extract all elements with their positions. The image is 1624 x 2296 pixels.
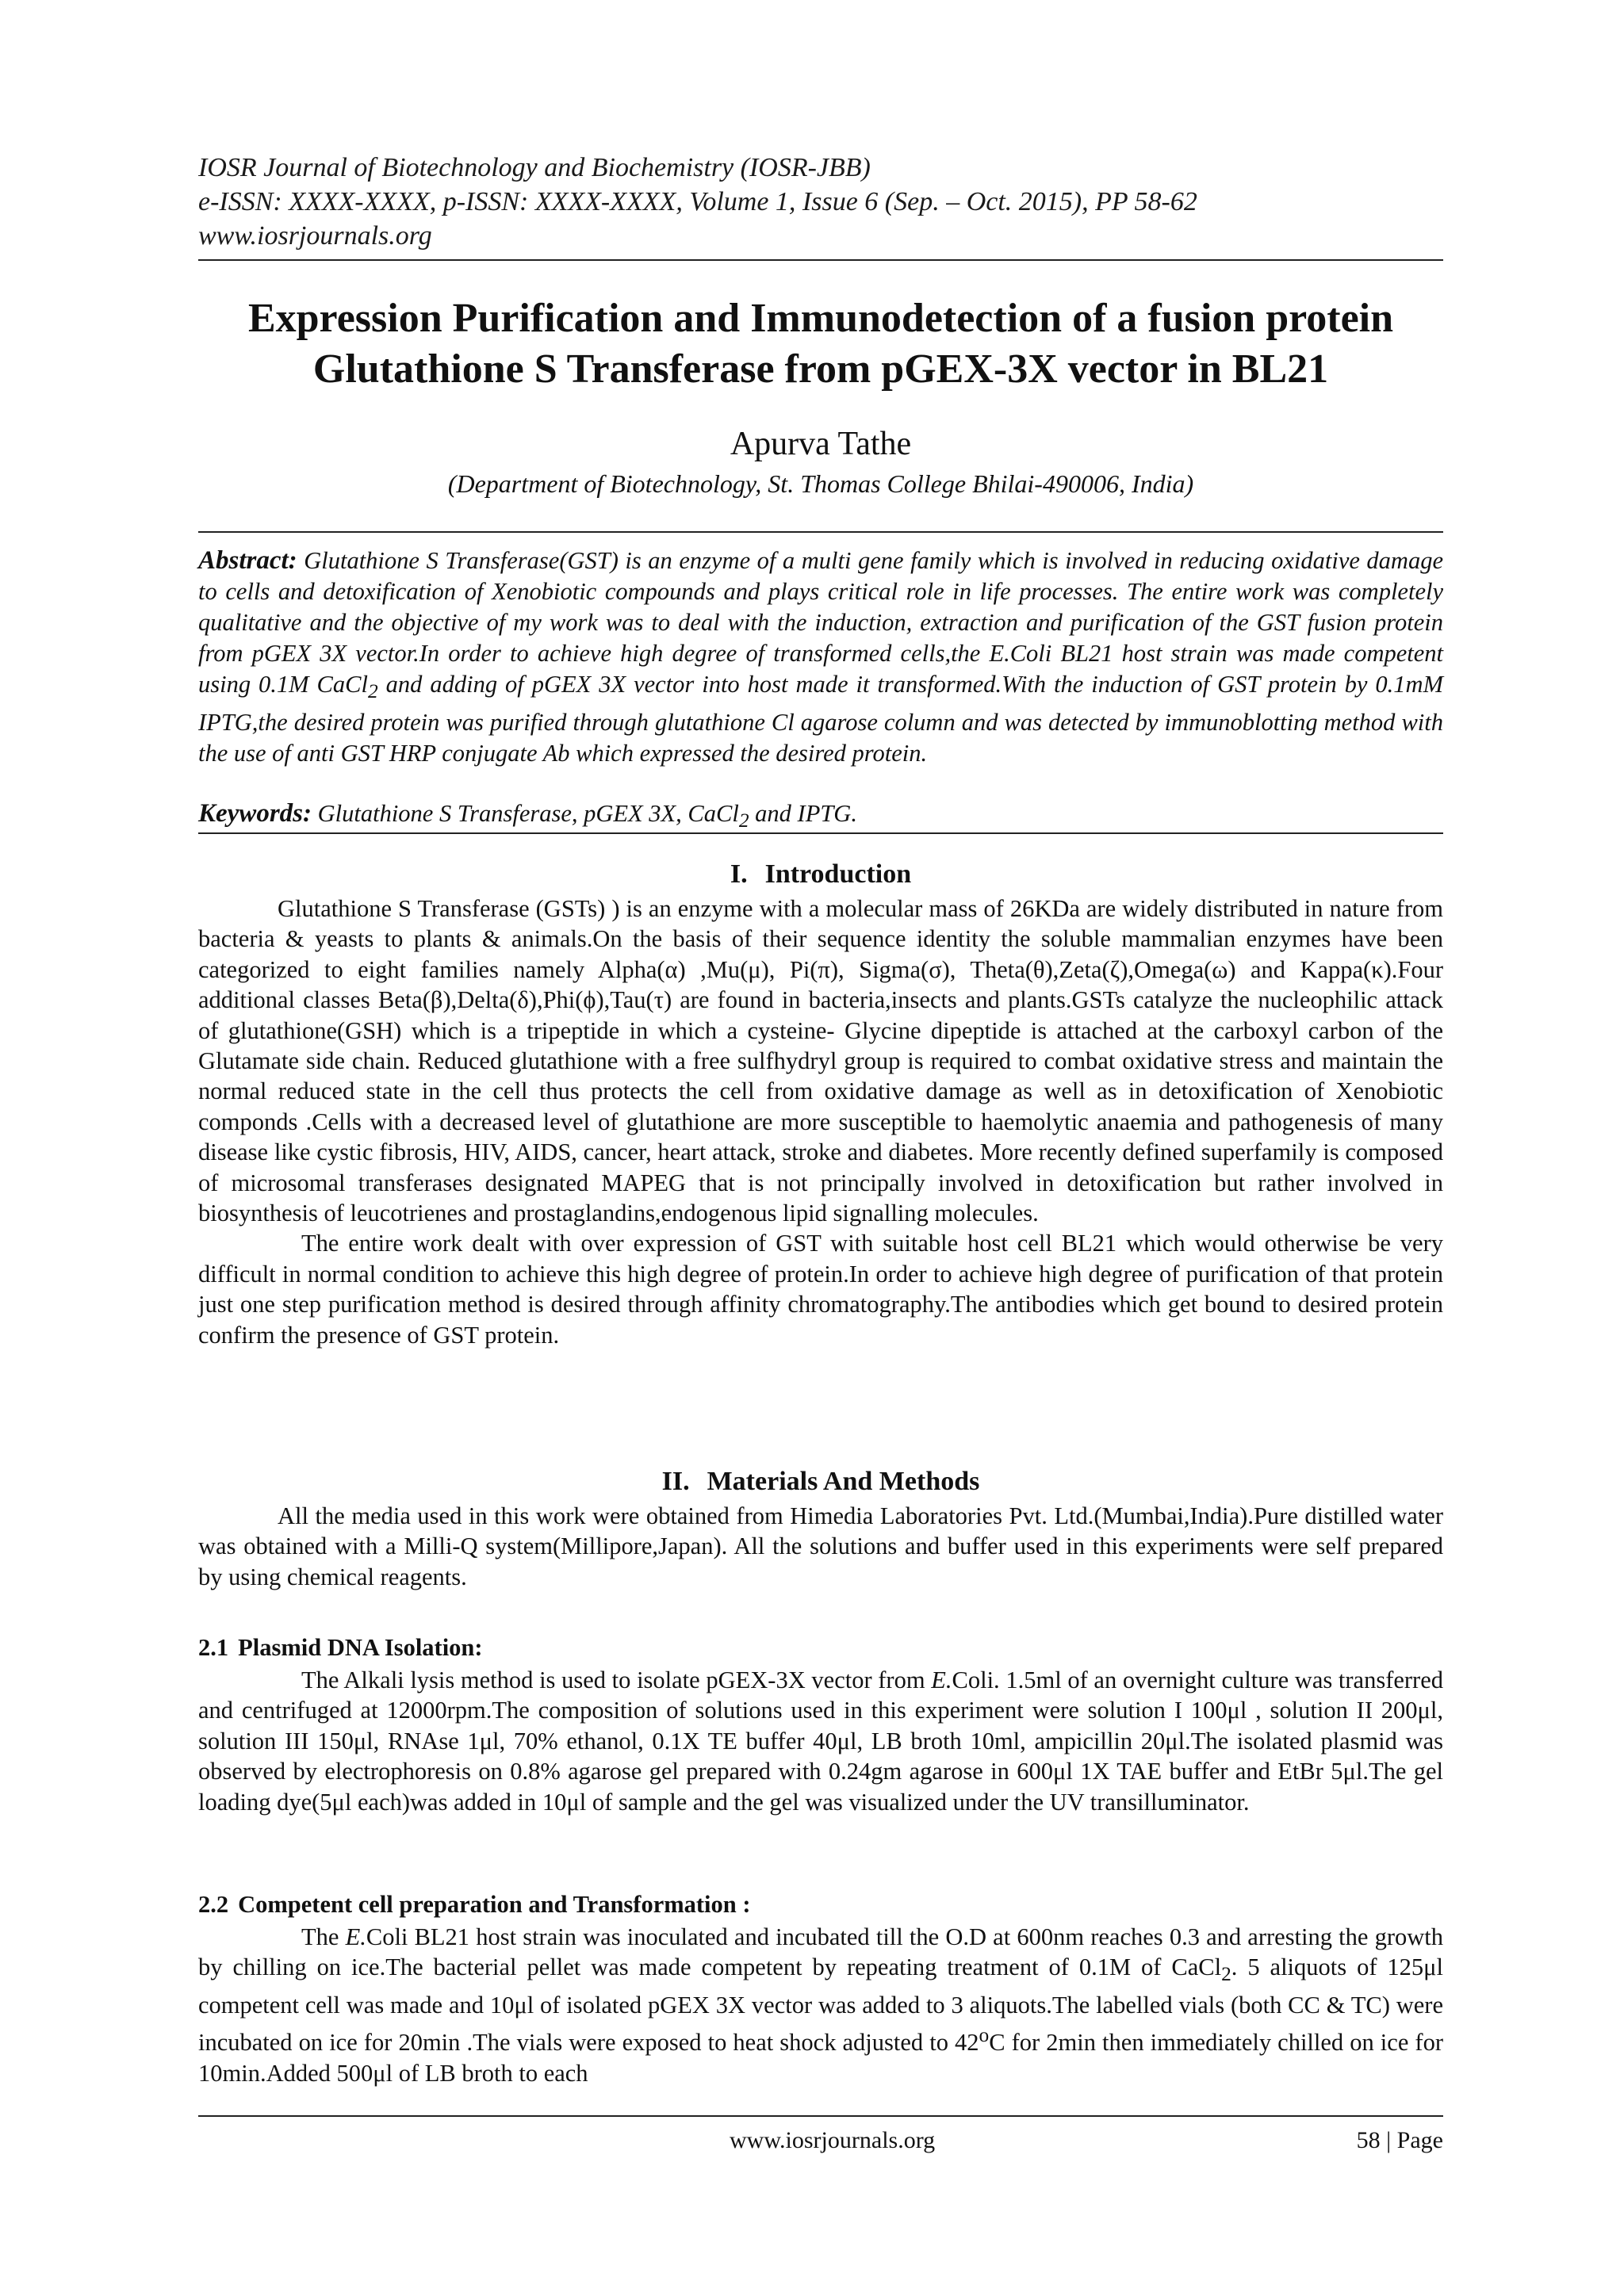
para-text-d: C for 2min then immediately chilled on ice for 10min.Added 500μl of LB broth to each [198, 2029, 1443, 2087]
abstract-label: Abstract: [198, 546, 297, 575]
footer-website: www.iosrjournals.org [730, 2127, 936, 2153]
title-line-2: Glutathione S Transferase from pGEX-3X vector in BL21 [312, 346, 1329, 392]
keywords-label: Keywords: [198, 799, 312, 828]
para-text-a: The Alkali lysis method is used to isolate pGEX-3X vector from [301, 1667, 932, 1693]
abstract-bottom-divider [198, 832, 1443, 834]
keywords-text-b: and IPTG. [749, 800, 857, 827]
subsection-title: Competent cell preparation and Transformation : [238, 1891, 751, 1918]
subsection-2-2-body [198, 1922, 1443, 2088]
keywords-subscript: 2 [738, 809, 749, 832]
methods-body [198, 1501, 1443, 1592]
intro-paragraph-1: Glutathione S Transferase (GSTs) ) is an enzyme with a molecular mass of 26KDa are widely distributed in nature from bacteria & yeasts to plants & animals.On the basis of their sequence identity the soluble mammalian enzymes have been categorized to eight families namely Alpha(α) ,Mu(μ), Pi(π), Sigma(σ), Theta(θ),Zeta(ζ),Omega(ω) and Kappa(κ).Four additional classes Beta(β),Delta(δ),Phi(ϕ),Tau(τ) are found in bacteria,insects and plants.GSTs catalyze the nucleophilic attack of glutathione(GSH) which is a tripeptide in which a cysteine- Glycine dipeptide is attached at the carboxyl carbon of the Glutamate side chain. Reduced glutathione with a free sulfhydryl group is required to combat oxidative stress and maintain the normal reduced state in the cell thus protects the cell from oxidative damage as well as in detoxification of Xenobiotic componds .Cells with a decreased level of glutathione are more susceptible to haemolytic anaemia and pathogenesis of many disease like cystic fibrosis, HIV, AIDS, cancer, heart attack, stroke and diabetes. More recently defined superfamily is composed of microsomal transferases designated MAPEG that is not principally involved in detoxification but rather involved in biosynthesis of leucotrienes and prostaglandins,endogenous lipid signalling molecules. [198, 895, 1443, 1227]
section-number: II. [661, 1467, 690, 1496]
keywords-text-a: Glutathione S Transferase, pGEX 3X, CaCl [312, 800, 739, 827]
subsection-heading-2-1 [198, 1632, 1443, 1663]
subsection-2-1-body [198, 1665, 1443, 1817]
keywords [198, 798, 1443, 836]
header-divider [198, 259, 1443, 261]
transformation-paragraph [198, 1922, 1443, 2088]
para-text-c: . 5 aliquots of 125μl competent cell was made and 10μl of isolated pGEX 3X vector was added to 3 aliquots.The labelled vials (both CC & TC) were incubated on ice for 20min .The vials were exposed to heat shock adjusted to 42 [198, 1954, 1443, 2057]
subsection-title: Plasmid DNA Isolation: [238, 1634, 483, 1661]
section-heading-materials-methods [198, 1465, 1443, 1498]
subsection-number: 2.1 [198, 1634, 229, 1661]
journal-header [198, 151, 1443, 253]
footer-divider [198, 2115, 1443, 2117]
section-title: Introduction [764, 859, 912, 889]
abstract-top-divider [198, 531, 1443, 533]
paper-title [198, 293, 1443, 395]
issn-line: e-ISSN: XXXX-XXXX, p-ISSN: XXXX-XXXX, Volume 1, Issue 6 (Sep. – Oct. 2015), PP 58-62 [198, 187, 1197, 216]
page-number: 58 | Page [1356, 2127, 1443, 2153]
abstract-subscript: 2 [367, 680, 378, 703]
intro-paragraph-2: The entire work dealt with over expression of GST with suitable host cell BL21 which would otherwise be very difficult in normal condition to achieve this high degree of protein.In order to achieve high degree of purification of that protein just one step purification method is desired through affinity chromatography.The antibodies which get bound to desired protein confirm the presence of GST protein. [198, 1230, 1443, 1349]
section-heading-introduction [198, 858, 1443, 891]
methods-paragraph-1: All the media used in this work were obtained from Himedia Laboratories Pvt. Ltd.(Mumbai,India).Pure distilled water was obtained with a Milli-Q system(Millipore,Japan). All the solutions and buffer used in this experiments were self prepared by using chemical reagents. [198, 1502, 1443, 1590]
section-number: I. [730, 859, 748, 889]
title-line-1: Expression Purification and Immunodetection of a fusion protein [247, 296, 1394, 341]
ecoli-italic: E. [345, 1923, 366, 1950]
author-name: Apurva Tathe [730, 426, 912, 462]
para-text-b: Coli. 1.5ml of an overnight culture was transferred and centrifuged at 12000rpm.The composition of solutions used in this experiment were solution I 100μl , solution II 200μl, solution III 150μl, RNAse 1μl, 70% ethanol, 0.1X TE buffer 40μl, LB broth 10ml, ampicillin 20μl.The isolated plasmid was observed by electrophoresis on 0.8% agarose gel prepared with 0.24gm agarose in 600μl 1X TAE buffer and EtBr 5μl.The gel loading dye(5μl each)was added in 10μl of sample and the gel was visualized under the UV transilluminator. [198, 1667, 1443, 1816]
subsection-heading-2-2 [198, 1888, 1443, 1920]
cacl2-subscript: 2 [1221, 1963, 1231, 1986]
plasmid-isolation-paragraph [198, 1665, 1443, 1817]
ecoli-italic: E. [931, 1667, 952, 1693]
introduction-body [198, 894, 1443, 1350]
abstract [198, 545, 1443, 769]
abstract-text-a: Glutathione S Transferase(GST) is an enzyme of a multi gene family which is involved in reducing oxidative damage to cells and detoxification of Xenobiotic compounds and plays critical role in life processes. The entire work was completely qualitative and the objective of my work was to deal with the induction, extraction and purification of the GST fusion protein from pGEX 3X vector.In order to achieve high degree of transformed cells,the E.Coli BL21 host strain was made competent using 0.1M CaCl [198, 547, 1443, 698]
degree-superscript: o [979, 2024, 990, 2047]
author-affiliation: (Department of Biotechnology, St. Thomas College Bhilai-490006, India) [447, 469, 1194, 498]
abstract-text-b: and adding of pGEX 3X vector into host made it transformed.With the induction of GST protein by 0.1mM IPTG,the desired protein was purified through glutathione Cl agarose column and was detected by immunoblotting method with the use of anti GST HRP conjugate Ab which expressed the desired protein. [198, 671, 1443, 767]
subsection-number: 2.2 [198, 1891, 229, 1918]
journal-website: www.iosrjournals.org [198, 221, 432, 251]
section-title: Materials And Methods [707, 1467, 980, 1496]
journal-name: IOSR Journal of Biotechnology and Biochemistry (IOSR-JBB) [198, 153, 871, 182]
para-text-a: The [301, 1923, 346, 1950]
para-text-b: Coli BL21 host strain was inoculated and incubated till the O.D at 600nm reaches 0.3 and arresting the growth by chilling on ice.The bacterial pellet was made competent by repeating treatment of 0.1M of CaCl [198, 1923, 1444, 1981]
